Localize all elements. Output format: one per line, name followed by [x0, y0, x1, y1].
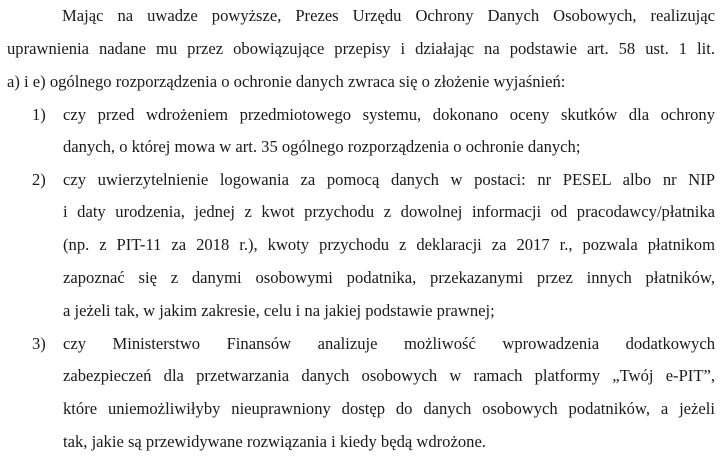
list-item-2-line-1: czy uwierzytelnienie logowania za pomocą danych w postaci: nr PESEL albo nr NIP [63, 170, 715, 189]
list-item-3-line-3: które uniemożliwiłyby nieuprawniony dostęp do danych osobowych podatników, a jeżeli [63, 399, 715, 418]
list-item-2-line-5: a jeżeli tak, w jakim zakresie, celu i na jakiej podstawie prawnej; [63, 301, 495, 320]
intro-line-2: uprawnienia nadane mu przez obowiązujące przepisy i działając na podstawie art. 58 ust. 1 lit. [7, 39, 715, 58]
list-item-3-line-2: zabezpieczeń dla przetwarzania danych osobowych w ramach platformy „Twój e-PIT”, [63, 366, 715, 385]
intro-line-1: Mając na uwadze powyższe, Prezes Urzędu Ochrony Danych Osobowych, realizując [62, 6, 715, 25]
list-item-1-line-1: czy przed wdrożeniem przedmiotowego systemu, dokonano oceny skutków dla ochrony [63, 105, 715, 124]
list-item-number-3: 3) [32, 334, 46, 353]
list-item-number-2: 2) [32, 170, 46, 189]
list-item-2-line-2: i daty urodzenia, jednej z kwot przychodu z dowolnej informacji od pracodawcy/płatnika [63, 202, 715, 221]
list-item-number-1: 1) [32, 105, 46, 124]
list-item-3-line-1: czy Ministerstwo Finansów analizuje możliwość wprowadzenia dodatkowych [63, 334, 715, 353]
list-item-3-line-4: tak, jakie są przewidywane rozwiązania i kiedy będą wdrożone. [63, 432, 486, 451]
intro-line-3: a) i e) ogólnego rozporządzenia o ochronie danych zwraca się o złożenie wyjaśnień: [7, 72, 566, 91]
list-item-1-line-2: danych, o której mowa w art. 35 ogólnego rozporządzenia o ochronie danych; [63, 137, 581, 156]
list-item-2-line-4: zapoznać się z danymi osobowymi podatnika, przekazanymi przez innych płatników, [63, 268, 715, 287]
list-item-2-line-3: (np. z PIT-11 za 2018 r.), kwoty przychodu z deklaracji za 2017 r., pozwala płatnikom [63, 235, 715, 254]
